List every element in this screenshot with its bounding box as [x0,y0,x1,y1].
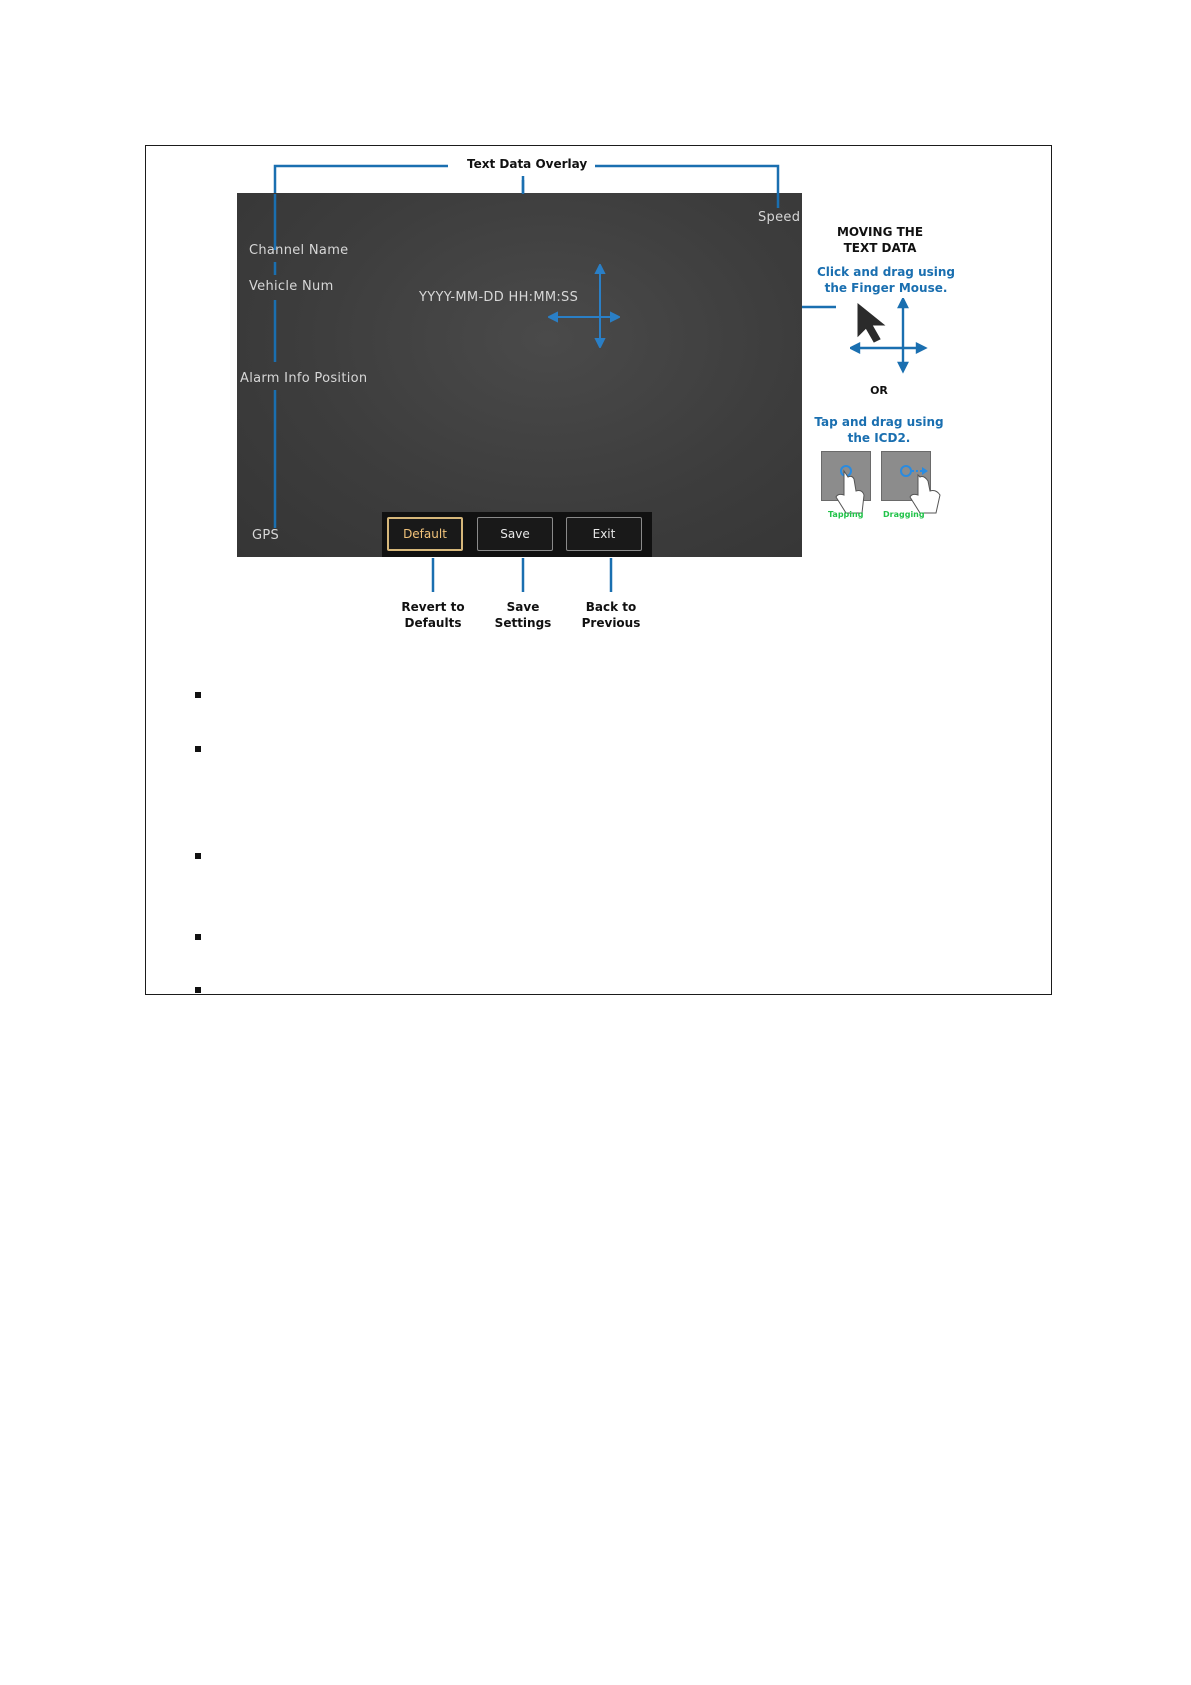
finger-mouse-illustration [850,298,930,374]
overlay-channel-name[interactable]: Channel Name [249,243,349,258]
side-panel-title [820,225,940,255]
tapping-label: Tapping [828,510,864,519]
save-button[interactable]: Save [477,517,553,551]
mouse-line2: the Finger Mouse. [824,281,948,295]
bullet-5 [195,987,201,993]
callout-save-line1: Save [506,600,540,614]
callout-exit [571,600,651,630]
mouse-instruction [816,265,956,295]
callout-default [393,600,473,630]
tap-gesture-icon [836,466,864,513]
bullet-3 [195,853,201,859]
overlay-vehicle-num[interactable]: Vehicle Num [249,279,334,294]
or-label: OR [870,384,888,397]
callout-exit-line2: Previous [581,616,641,630]
overlay-datetime[interactable]: YYYY-MM-DD HH:MM:SS [419,290,579,305]
bullet-1 [195,692,201,698]
mouse-line1: Click and drag using [816,265,956,279]
drag-gesture-icon [901,466,940,513]
overlay-speed[interactable]: Speed [758,210,801,225]
move-cross-icon[interactable] [548,264,620,348]
cursor-arrow-icon [858,304,884,342]
touch-instruction [809,415,949,445]
touch-line2: the ICD2. [847,431,911,445]
callout-save-line2: Settings [494,616,552,630]
bullet-4 [195,934,201,940]
overlay-alarm-info[interactable]: Alarm Info Position [240,371,368,386]
dragging-label: Dragging [883,510,925,519]
side-title-line2: TEXT DATA [843,241,917,255]
callout-default-line1: Revert to [401,600,465,614]
default-button[interactable]: Default [387,517,463,551]
callout-save [483,600,563,630]
touch-line1: Tap and drag using [814,415,944,429]
callout-exit-line1: Back to [585,600,637,614]
callout-default-line2: Defaults [404,616,462,630]
bullet-2 [195,746,201,752]
overlay-title: Text Data Overlay [467,157,588,171]
side-title-line1: MOVING THE [836,225,924,239]
overlay-gps[interactable]: GPS [252,528,280,543]
exit-button[interactable]: Exit [566,517,642,551]
